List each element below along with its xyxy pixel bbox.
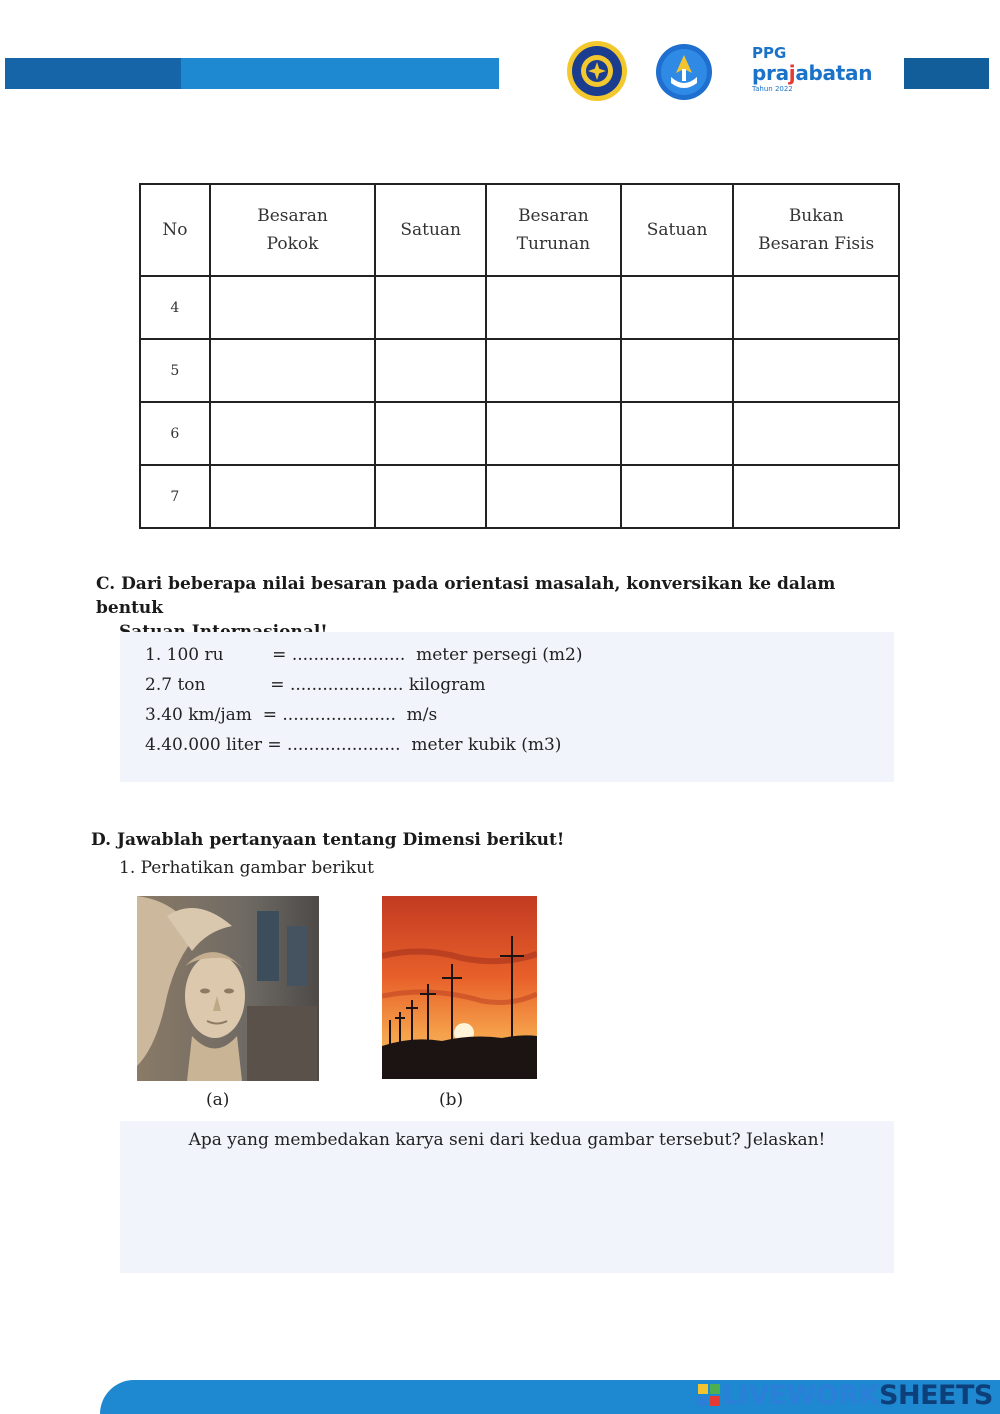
liveworksheets-logo	[698, 1379, 993, 1413]
header-bukan-besaran-fisis: Bukan Besaran Fisis	[733, 184, 899, 276]
uad-logo-icon	[566, 40, 628, 102]
answer-cell[interactable]	[733, 465, 899, 528]
row-number: 5	[140, 339, 210, 402]
conversion-item-1[interactable]: 1. 100 ru = ..................... meter persegi (m2)	[145, 645, 583, 665]
header-satuan-2: Satuan	[621, 184, 734, 276]
answer-cell[interactable]	[621, 339, 734, 402]
prajabatan-label: prajabatan	[752, 61, 873, 85]
brand-sheets: SHEETS	[879, 1380, 993, 1411]
answer-cell[interactable]	[733, 339, 899, 402]
answer-cell[interactable]	[621, 276, 734, 339]
ppg-year: Tahun 2022	[752, 85, 793, 93]
table-row	[140, 276, 899, 339]
brand-livework: LIVEWORK	[722, 1380, 880, 1411]
liveworksheets-badge-icon	[698, 1384, 720, 1406]
section-d-item-1: 1. Perhatikan gambar berikut	[119, 858, 374, 878]
sculpture-image	[137, 896, 319, 1081]
conversion-item-4[interactable]: 4.40.000 liter = ..................... meter kubik (m3)	[145, 735, 562, 755]
conversion-item-2[interactable]: 2.7 ton = ..................... kilogram	[145, 675, 486, 695]
header-no: No	[140, 184, 210, 276]
table-row	[140, 339, 899, 402]
tut-wuri-handayani-logo-icon	[655, 43, 713, 101]
section-c-title: C. Dari beberapa nilai besaran pada orientasi masalah, konversikan ke dalam bentuk	[96, 574, 836, 618]
caption-b: (b)	[439, 1090, 464, 1110]
answer-cell[interactable]	[621, 465, 734, 528]
answer-cell[interactable]	[210, 465, 376, 528]
caption-a: (a)	[206, 1090, 230, 1110]
section-d-title: D. Jawablah pertanyaan tentang Dimensi berikut!	[91, 830, 565, 850]
header-besaran-pokok: Besaran Pokok	[210, 184, 376, 276]
header-besaran-turunan: Besaran Turunan	[486, 184, 621, 276]
question-text: Apa yang membedakan karya seni dari kedua gambar tersebut? Jelaskan!	[188, 1130, 826, 1150]
answer-cell[interactable]	[486, 465, 621, 528]
header-bar-left-dark	[5, 58, 181, 89]
answer-cell[interactable]	[733, 276, 899, 339]
ppg-label: PPG	[752, 44, 787, 62]
answer-cell[interactable]	[375, 276, 486, 339]
table-row	[140, 465, 899, 528]
ppg-prajabatan-logo	[752, 44, 872, 100]
header-bar-right	[904, 58, 989, 89]
answer-cell[interactable]	[486, 402, 621, 465]
answer-cell[interactable]	[210, 276, 376, 339]
answer-cell[interactable]	[375, 402, 486, 465]
answer-cell[interactable]	[210, 339, 376, 402]
header-bar-left-light	[181, 58, 499, 89]
header-satuan-1: Satuan	[375, 184, 486, 276]
row-number: 7	[140, 465, 210, 528]
sunset-painting-image	[382, 896, 537, 1079]
answer-cell[interactable]	[733, 402, 899, 465]
answer-cell[interactable]	[621, 402, 734, 465]
answer-cell[interactable]	[375, 465, 486, 528]
row-number: 4	[140, 276, 210, 339]
answer-cell[interactable]	[375, 339, 486, 402]
answer-cell[interactable]	[210, 402, 376, 465]
conversion-item-3[interactable]: 3.40 km/jam = ..................... m/s	[145, 705, 438, 725]
quantity-table	[139, 183, 900, 529]
row-number: 6	[140, 402, 210, 465]
answer-cell[interactable]	[486, 339, 621, 402]
answer-cell[interactable]	[486, 276, 621, 339]
table-header-row	[140, 184, 899, 276]
table-row	[140, 402, 899, 465]
